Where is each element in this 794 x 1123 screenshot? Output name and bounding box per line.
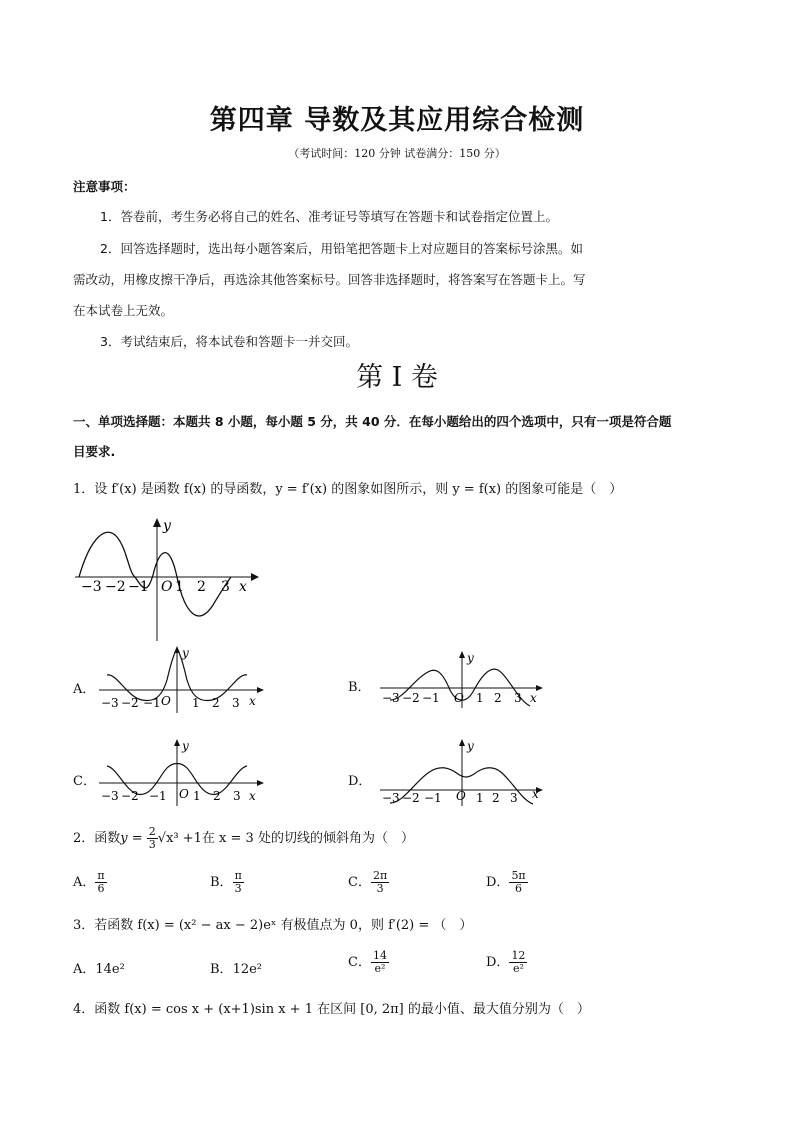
svg-text:1: 1 [193, 789, 201, 803]
svg-text:1: 1 [476, 791, 484, 805]
q1-option-c-label[interactable]: C． [73, 774, 96, 789]
tick-label: 2 [197, 579, 206, 595]
section-title: 第 I 卷 [356, 362, 438, 393]
question-1-graph [73, 515, 263, 645]
q2-option-a[interactable]: A． $\frac{\pi}{6}$ [73, 869, 105, 895]
svg-text:1: 1 [192, 696, 200, 710]
svg-text:O: O [161, 694, 171, 708]
notice-item-2-cont: 需改动，用橡皮擦干净后，再选涂其他答案标号。回答非选择题时，将答案写在答题卡上。写 [73, 272, 586, 287]
svg-text:x: x [530, 691, 537, 705]
q1-option-d-graph[interactable] [378, 738, 548, 808]
svg-text:−3: −3 [101, 696, 119, 710]
svg-text:2: 2 [212, 696, 220, 710]
tick-label: −3 [81, 579, 102, 595]
q3-option-c[interactable]: C． $\frac{14}{\text{e²}}$ [348, 949, 387, 975]
question-3: 3．若函数 f(x) = (x² − ax − 2)eˣ 有极值点为 0，则 f′(2) = （ ） [73, 918, 473, 933]
part-heading-cont: 目要求. [73, 444, 116, 459]
svg-text:x: x [249, 789, 256, 803]
svg-text:O: O [179, 787, 189, 801]
q3-option-d[interactable]: D． $\frac{12}{\text{e²}}$ [486, 949, 526, 975]
svg-text:3: 3 [514, 691, 522, 705]
tick-label: −1 [128, 579, 149, 595]
q1-option-d-label[interactable]: D． [348, 774, 372, 789]
q1-option-a-label[interactable]: A． [73, 682, 96, 697]
svg-text:−2: −2 [121, 696, 139, 710]
q3-option-a[interactable]: A．14e² [73, 962, 125, 977]
svg-text:3: 3 [233, 789, 241, 803]
graph-y-label: y [163, 518, 171, 534]
svg-text:x: x [249, 694, 256, 708]
svg-text:O: O [454, 691, 464, 705]
tick-label: 3 [221, 579, 230, 595]
svg-text:−2: −2 [402, 791, 420, 805]
svg-text:−3: −3 [382, 791, 400, 805]
svg-text:3: 3 [510, 791, 518, 805]
svg-text:−1: −1 [143, 696, 161, 710]
q1-option-a-graph[interactable] [97, 645, 267, 715]
notice-item-2: 2．回答选择题时，选出每小题答案后，用铅笔把答题卡上对应题目的答案标号涂黑。如 [100, 241, 583, 256]
svg-text:−1: −1 [149, 789, 167, 803]
question-2: 2．函数y = $\frac{2}{3}$ √x³ +1在 x = 3 处的切线的倾斜角为（ ） [73, 825, 414, 851]
svg-text:2: 2 [494, 691, 502, 705]
question-1: 1．设 f′(x) 是函数 f(x) 的导函数，y = f′(x) 的图象如图所示，则 y = f(x) 的图象可能是（ ） [73, 482, 623, 497]
svg-text:y: y [182, 646, 189, 660]
svg-text:−1: −1 [424, 791, 442, 805]
svg-text:y: y [182, 739, 189, 753]
q1-option-b-label[interactable]: B． [348, 680, 371, 695]
graph-origin-label: O [161, 579, 173, 595]
q1-option-c-graph[interactable] [97, 738, 267, 808]
svg-text:−3: −3 [101, 789, 119, 803]
q2-option-c[interactable]: C． $\frac{2\pi}{3}$ [348, 869, 388, 895]
q2-option-d[interactable]: D． $\frac{5\pi}{6}$ [486, 869, 526, 895]
question-4: 4．函数 f(x) = cos x + (x+1)sin x + 1 在区间 [0, 2π] 的最小值、最大值分别为（ ） [73, 1002, 590, 1017]
notice-heading: 注意事项： [73, 179, 136, 194]
svg-text:2: 2 [213, 789, 221, 803]
svg-text:2: 2 [492, 791, 500, 805]
svg-text:−3: −3 [382, 691, 400, 705]
notice-item-2-end: 在本试卷上无效。 [73, 303, 174, 318]
tick-label: 1 [175, 579, 184, 595]
notice-item-1: 1．答卷前，考生务必将自己的姓名、准考证号等填写在答题卡和试卷指定位置上。 [100, 209, 558, 224]
part-heading: 一、单项选择题：本题共 8 小题，每小题 5 分，共 40 分．在每小题给出的四个选项中，只有一项是符合题 [73, 414, 672, 429]
svg-text:O: O [456, 789, 466, 803]
q1-option-b-graph[interactable] [378, 650, 548, 710]
graph-x-label: x [239, 579, 247, 595]
svg-text:−2: −2 [402, 691, 420, 705]
svg-text:−1: −1 [422, 691, 440, 705]
svg-text:1: 1 [476, 691, 484, 705]
q2-option-b[interactable]: B． $\frac{\pi}{3}$ [210, 869, 242, 895]
exam-subtitle: （考试时间：120 分钟 试卷满分：150 分） [288, 147, 506, 160]
svg-text:x: x [532, 787, 539, 801]
svg-text:y: y [467, 739, 474, 753]
notice-item-3: 3．考试结束后，将本试卷和答题卡一并交回。 [100, 334, 358, 349]
tick-label: −2 [105, 579, 126, 595]
q3-option-b[interactable]: B．12e² [210, 962, 263, 977]
exam-title: 第四章 导数及其应用综合检测 [209, 105, 585, 136]
svg-text:3: 3 [232, 696, 240, 710]
svg-text:y: y [467, 651, 474, 665]
svg-text:−2: −2 [121, 789, 139, 803]
